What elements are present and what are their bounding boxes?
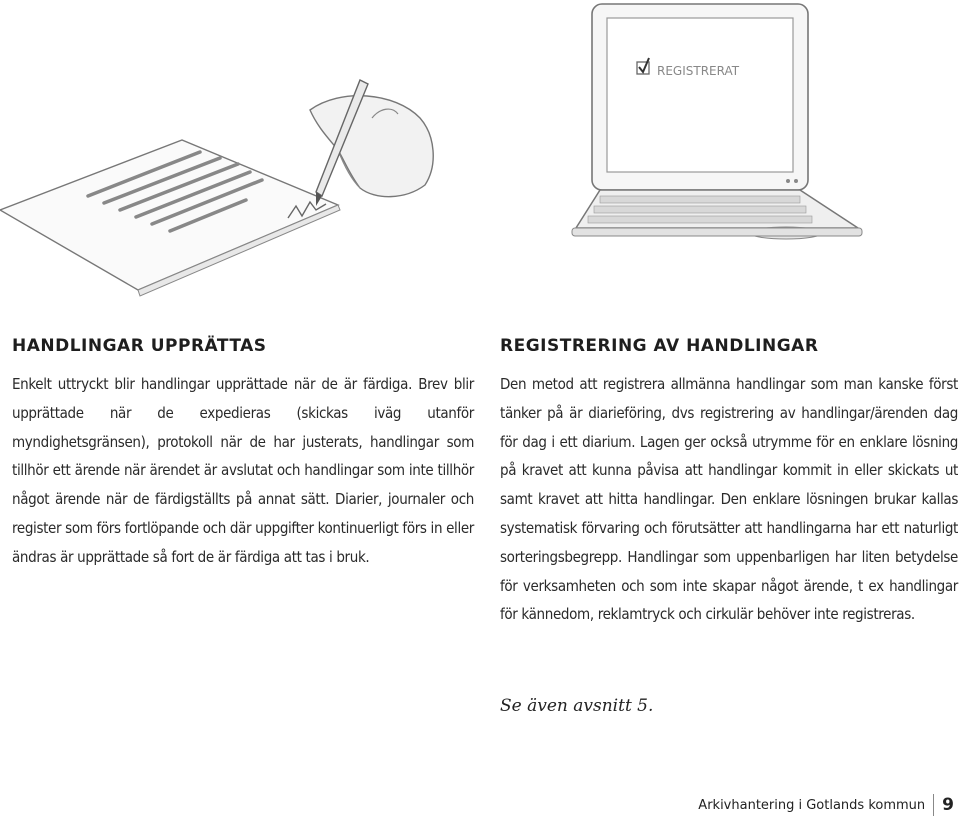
hand-with-pen-icon	[310, 80, 433, 206]
paper-illustration	[0, 140, 340, 296]
registrerat-label: REGISTRERAT	[657, 64, 740, 78]
publication-title: Arkivhantering i Gotlands kommun	[698, 797, 926, 813]
see-also-reference: Se även avsnitt 5.	[500, 696, 654, 716]
page-footer	[698, 792, 954, 818]
section-heading: HANDLINGAR UPPRÄTTAS	[12, 336, 267, 356]
section-registrering	[500, 330, 958, 629]
section-body: Enkelt uttryckt blir handlingar upprättade när de är färdiga. Brev blir upprättade när de expedieras (skickas iväg utanför myndighetsgränsen), protokoll när de har justerats, handlingar som tillhör ett ärende när ärendet är avslutat och handlingar som inte tillhör något ärende när de färdigställts på annat sätt. Diarier, journaler och register som förs fortlöpande och där uppgifter kontinuerligt förs in eller ändras är upprättade så fort de är färdiga att tas i bruk.	[12, 375, 474, 566]
section-handlingar-upprattas	[12, 330, 474, 572]
laptop-illustration	[572, 4, 862, 239]
section-heading: REGISTRERING AV HANDLINGAR	[500, 336, 819, 356]
page-number: 9	[942, 795, 954, 815]
section-body: Den metod att registrera allmänna handlingar som man kanske först tänker på är diarieföring, dvs registrering av handlingar/ärenden dag för dag i ett diarium. Lagen ger också utrymme för en enklare lösning på kravet att kunna påvisa att handlingar kommit in eller skickats ut samt kravet att hitta handlingar. Den enklare lösningen brukar kallas systematisk förvaring och förutsätter att handlingarna har ett naturligt sorteringsbegrepp. Handlingar som uppenbarligen har liten betydelse för verksamheten och som inte skapar något ärende, t ex handlingar för kännedom, reklamtryck och cirkulär behöver inte registreras.	[500, 375, 958, 624]
header-illustration	[0, 0, 960, 300]
footer-divider	[933, 794, 934, 816]
